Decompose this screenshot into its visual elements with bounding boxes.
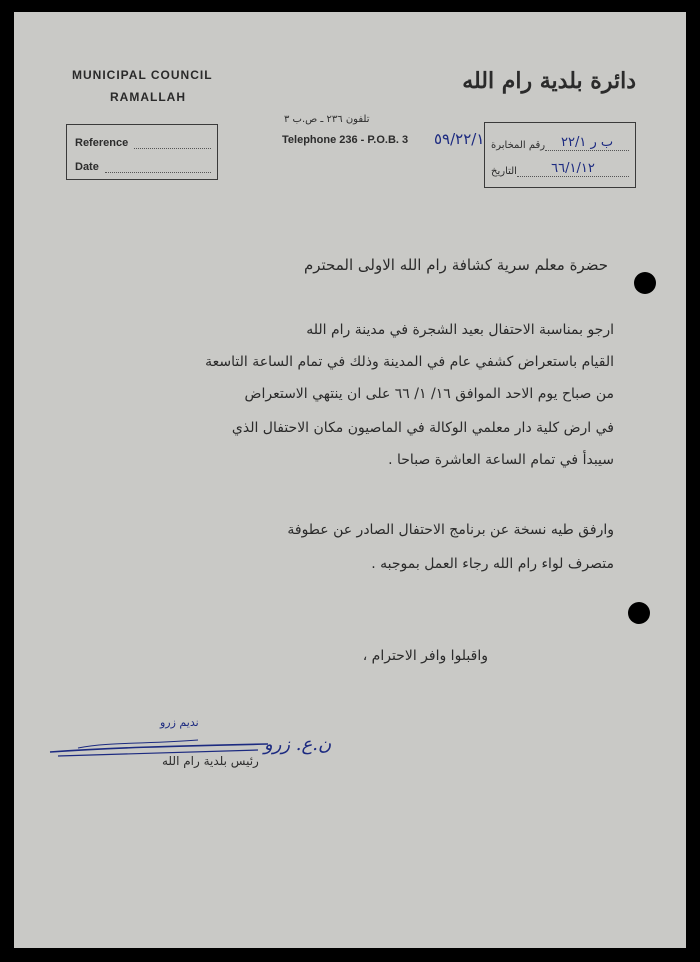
paragraph1-line3: من صباح يوم الاحد الموافق ١٦/ ١/ ٦٦ على ان ينتهي الاستعراض	[244, 386, 614, 402]
contact-arabic: تلفون ٢٣٦ ـ ص.ب ٣	[284, 114, 370, 125]
date-label: Date	[75, 161, 99, 173]
paragraph1-line1: ارجو بمناسبة الاحتفال بعيد الشجرة في مدينة رام الله	[306, 322, 614, 338]
paragraph2-line1: وارفق طيه نسخة عن برنامج الاحتفال الصادر عن عطوفة	[287, 522, 614, 538]
reference-box	[66, 124, 218, 180]
date-ar-value: ٦٦/١/١٢	[517, 161, 629, 177]
paragraph1-line2: القيام باستعراض كشفي عام في المدينة وذلك في تمام الساعة التاسعة	[205, 354, 614, 370]
city-name-english: RAMALLAH	[110, 90, 186, 104]
addressee-line: حضرة معلم سرية كشافة رام الله الاولى المحترم	[303, 256, 608, 274]
date-line	[75, 157, 211, 173]
signatory-name: نديم زرو	[160, 716, 199, 729]
punch-hole-bottom	[628, 602, 650, 624]
date-dots	[105, 160, 211, 173]
paragraph1-line5: سيبدأ في تمام الساعة العاشرة صباحا .	[388, 452, 614, 468]
closing-line: واقبلوا وافر الاحترام ،	[362, 648, 488, 664]
date-ar-row	[491, 155, 629, 177]
reference-line	[75, 133, 211, 149]
paragraph2-line2: متصرف لواء رام الله رجاء العمل بموجبه .	[371, 556, 614, 572]
signatory-title: رئيس بلدية رام الله	[162, 754, 259, 768]
correspondence-box	[484, 122, 636, 188]
correspondence-row	[491, 129, 629, 151]
correspondence-label: رقم المخابرة	[491, 140, 546, 151]
council-logo-arabic: دائرة بلدية رام الله	[462, 68, 636, 94]
reference-dots	[134, 136, 211, 149]
contact-english: Telephone 236 - P.O.B. 3	[282, 134, 409, 146]
paragraph1-line4: في ارض كلية دار معلمي الوكالة في الماصيون مكان الاحتفال الذي	[231, 420, 614, 436]
reference-label: Reference	[75, 137, 129, 149]
signature: ن.ع. زرو	[264, 734, 332, 755]
handwritten-file-number: ٥٩/٢٢/١	[434, 130, 485, 148]
letter-sheet	[14, 12, 686, 948]
date-ar-label: التاريخ	[491, 166, 517, 177]
punch-hole-top	[634, 272, 656, 294]
correspondence-value: ب ر ٢٢/١	[545, 135, 629, 151]
council-name-english: MUNICIPAL COUNCIL	[72, 68, 213, 82]
